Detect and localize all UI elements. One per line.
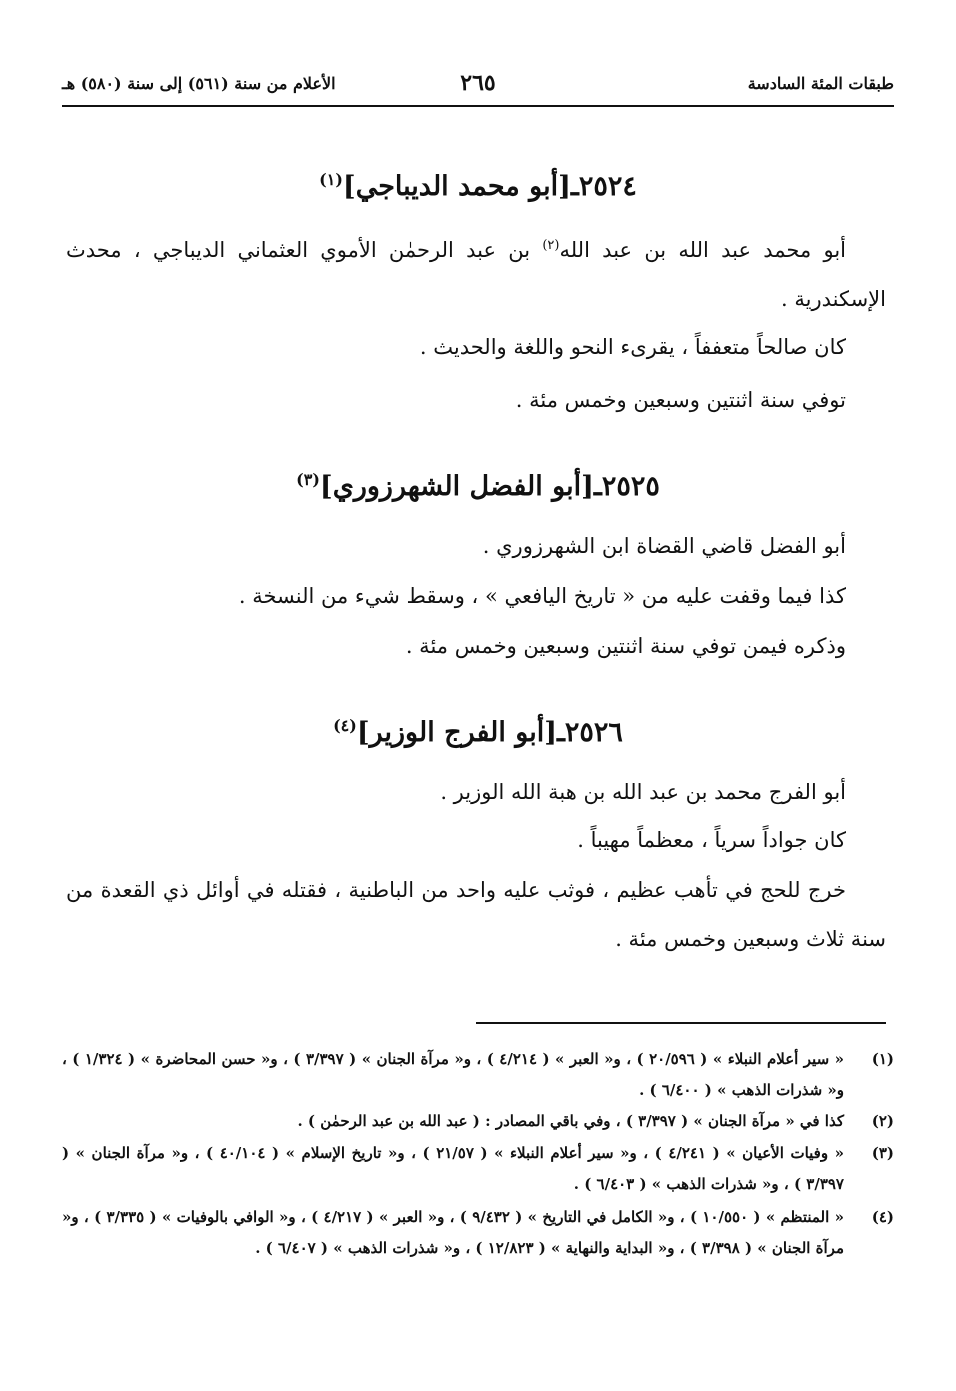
footnote-divider	[476, 1022, 886, 1024]
header-section-range: الأعلام من سنة (٥٦١) إلى سنة (٥٨٠) هـ	[62, 74, 336, 93]
entry-title: ٢٥٢٦ـ[أبو الفرج الوزير]$^{(٤)}$	[333, 716, 623, 748]
entry-name: أبو الفرج الوزير	[369, 717, 545, 748]
entry-title: ٢٥٢٥ـ[أبو الفضل الشهرزوري]$^{(٣)}$	[296, 470, 660, 502]
header-book-title: طبقات المئة السادسة	[747, 74, 894, 93]
footnote	[62, 1202, 894, 1264]
footnote-text: كذا في « مرآة الجنان » ( ٣/٣٩٧ ) ، وفي باقي المصادر : ( عبد الله بن عبد الرحمٰن ) .	[297, 1112, 844, 1130]
footnote-number: (٢)	[871, 1112, 894, 1130]
entry-number: ٢٥٢٤	[578, 171, 637, 202]
footnote-ref: (١)	[319, 170, 343, 189]
entry-number: ٢٥٢٦	[564, 717, 623, 748]
entry-paragraph: توفي سنة اثنتين وسبعين وخمس مئة .	[515, 388, 846, 412]
footnote-ref: (٢)	[542, 238, 560, 253]
entry-paragraph: كان جواداً سرياً ، معظماً مهيباً .	[577, 828, 846, 852]
footnote	[62, 1106, 894, 1137]
entry-paragraph: كذا فيما وقفت عليه من « تاريخ اليافعي » ، وسقط شيء من النسخة .	[238, 584, 846, 608]
footnote-ref: (٣)	[296, 470, 320, 489]
header-divider	[62, 105, 894, 107]
entry-paragraph: أبو الفضل قاضي القضاة ابن الشهرزوري .	[482, 534, 846, 558]
entry-paragraph: خرج للحج في تأهب عظيم ، فوثب عليه واحد من الباطنية ، فقتله في أوائل ذي القعدة من سنة ثلاث وسبعين وخمس مئة .	[66, 878, 886, 951]
entry-paragraph: وذكره فيمن توفي سنة اثنتين وسبعين وخمس مئة .	[405, 634, 846, 658]
footnote	[62, 1138, 894, 1200]
entry-number: ٢٥٢٥	[601, 471, 660, 502]
entry-title: ٢٥٢٤ـ[أبو محمد الديباجي]$^{(١)}$	[319, 170, 637, 202]
entry-paragraph: كان صالحاً متعففاً ، يقرىء النحو واللغة والحديث .	[419, 335, 846, 359]
page-number: ٢٦٥	[460, 70, 496, 96]
footnote-ref: (٤)	[333, 716, 357, 735]
entry-name: أبو الفضل الشهرزوري	[332, 471, 582, 502]
footnote-number: (٤)	[871, 1208, 894, 1226]
running-header	[62, 70, 894, 100]
footnote	[62, 1044, 894, 1106]
footnote-text: « وفيات الأعيان » ( ٤/٢٤١ ) ، و« سير أعلام النبلاء » ( ٢١/٥٧ ) ، و« تاريخ الإسلام » ( ٤٠/١٠٤ ) ، و« مرآة الجنان » ( ٣/٣٩٧ ) ، و« شذرات الذهب » ( ٦/٤٠٣ ) .	[62, 1144, 844, 1193]
footnote-text: « سير أعلام النبلاء » ( ٢٠/٥٩٦ ) ، و« العبر » ( ٤/٢١٤ ) ، و« مرآة الجنان » ( ٣/٣٩٧ ) ، و« حسن المحاضرة » ( ١/٣٢٤ ) ، و« شذرات الذهب » ( ٦/٤٠٠ ) .	[62, 1050, 844, 1099]
footnote-number: (١)	[871, 1050, 894, 1068]
entry-paragraph: أبو الفرج محمد بن عبد الله بن هبة الله الوزير .	[440, 780, 846, 804]
entry-name: أبو محمد الديباجي	[355, 171, 559, 202]
footnote-number: (٣)	[871, 1144, 894, 1162]
entry-paragraph: أبو محمد عبد الله بن عبد الله$^{(٢)}$ بن عبد الرحمٰن الأموي العثماني الديباجي ، محدث الإسكندرية .	[66, 238, 886, 311]
footnote-text: « المنتظم » ( ١٠/٥٥٠ ) ، و« الكامل في التاريخ » ( ٩/٤٣٢ ) ، و« العبر » ( ٤/٢١٧ ) ، و« الوافي بالوفيات » ( ٣/٣٣٥ ) ، و« مرآة الجنان » ( ٣/٣٩٨ ) ، و« البداية والنهاية » ( ١٢/٨٢٣ ) ، و« شذرات الذهب » ( ٦/٤٠٧ ) .	[62, 1208, 844, 1257]
